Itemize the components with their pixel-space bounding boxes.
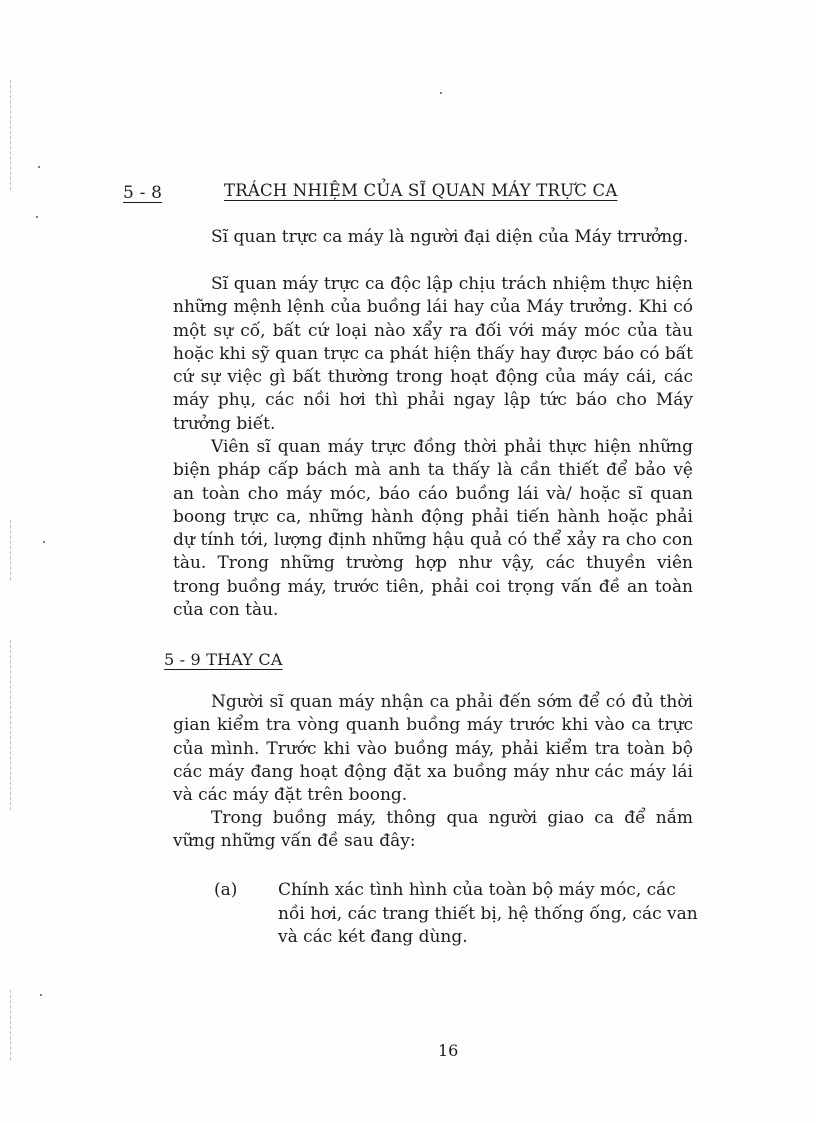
- scan-edge-mark: [10, 520, 12, 580]
- paragraph: Sĩ quan trực ca máy là người đại diện của Máy trrưởng.: [211, 227, 689, 247]
- scan-speck: [38, 166, 40, 168]
- paragraph: Người sĩ quan máy nhận ca phải đến sớm để có đủ thời gian kiểm tra vòng quanh buồng máy trước khi vào ca trực của mình. Trước khi vào buồng máy, phải kiểm tra toàn bộ các máy đang hoạt động đặt xa buồng máy như các máy lái và các máy đặt trên boong.: [173, 692, 693, 806]
- section-title: TRÁCH NHIỆM CỦA SĨ QUAN MÁY TRỰC CA: [224, 181, 618, 200]
- scan-edge-mark: [10, 80, 12, 190]
- section-number: 5 - 8: [123, 183, 163, 203]
- page-number: 16: [438, 1041, 459, 1060]
- list-text: Chính xác tình hình của toàn bộ máy móc, các nồi hơi, các trang thiết bị, hệ thống ống, các van và các két đang dùng.: [278, 880, 698, 947]
- paragraph: Sĩ quan máy trực ca độc lập chịu trách nhiệm thực hiện những mệnh lệnh của buồng lái hay của Máy trưởng. Khi có một sự cố, bất cứ loại nào xẩy ra đối với máy móc của tàu hoặc khi sỹ quan trực ca phát hiện thấy hay được báo có bất cứ sự việc gì bất thường trong hoạt động của máy cái, các máy phụ, các nồi hơi thì phải ngay lập tức báo cho Máy trưởng biết.: [173, 274, 693, 434]
- scan-speck: [40, 994, 42, 996]
- scan-speck: [440, 92, 442, 94]
- scan-speck: [43, 541, 45, 543]
- scan-edge-mark: [10, 990, 12, 1060]
- section-heading: 5 - 9 THAY CA: [164, 650, 283, 669]
- list-marker: (a): [214, 880, 238, 900]
- scan-edge-mark: [10, 640, 12, 810]
- paragraph: Trong buồng máy, thông qua người giao ca để nắm vững những vấn đề sau đây:: [173, 808, 693, 852]
- scan-speck: [36, 216, 38, 218]
- paragraph: Viên sĩ quan máy trực đồng thời phải thực hiện những biện pháp cấp bách mà anh ta thấy là cần thiết để bảo vệ an toàn cho máy móc, báo cáo buồng lái và/ hoặc sĩ quan boong trực ca, những hành động phải tiến hành hoặc phải dự tính tới, lượng định những hậu quả có thể xảy ra cho con tàu. Trong những trường hợp như vậy, các thuyền viên trong buồng máy, trước tiên, phải coi trọng vấn đề an toàn của con tàu.: [173, 437, 693, 621]
